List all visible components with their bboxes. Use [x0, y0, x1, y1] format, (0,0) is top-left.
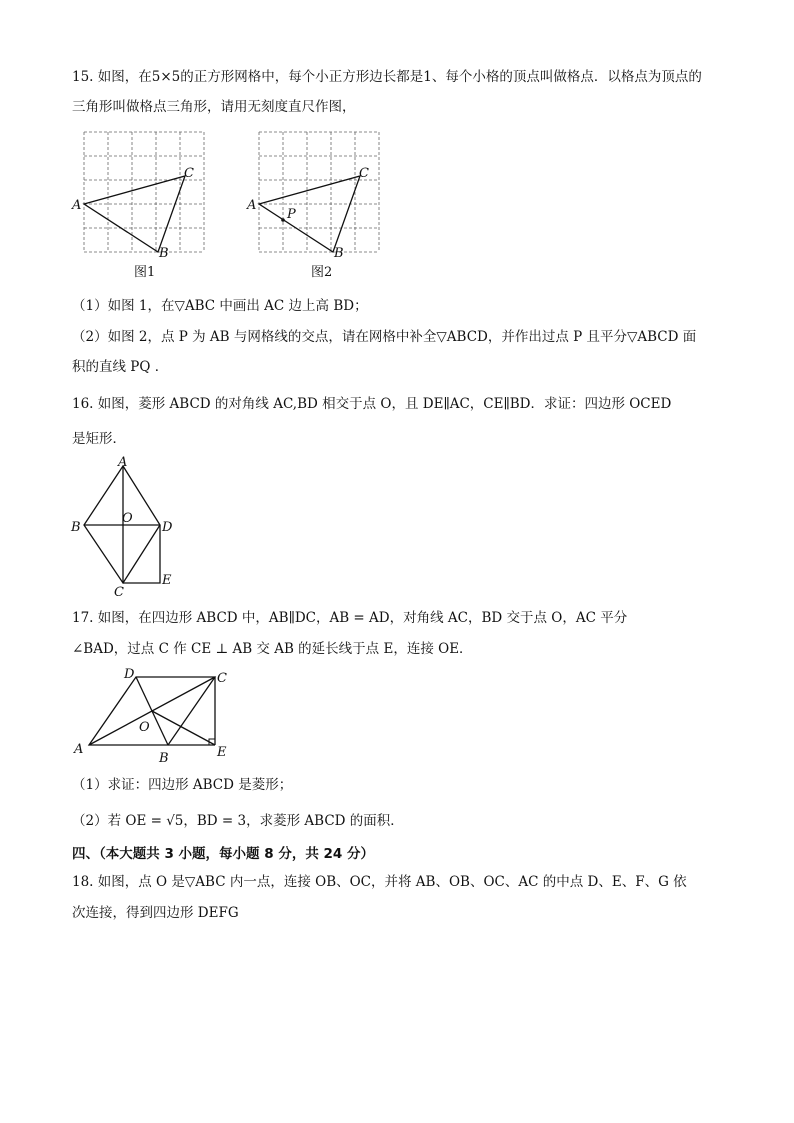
- fig1-caption: 图1: [134, 265, 156, 280]
- q16-figure: [66, 454, 196, 604]
- q15-line2: 三角形叫做格点三角形，请用无刻度直尺作图，: [72, 99, 356, 115]
- label-A: A: [118, 455, 128, 470]
- label-C: C: [359, 166, 369, 181]
- label-D: D: [124, 667, 135, 682]
- label-O: O: [122, 511, 133, 526]
- label-P: P: [287, 207, 296, 222]
- section-heading: 四、（本大题共 3 小题，每小题 8 分，共 24 分）: [72, 846, 375, 862]
- label-A: A: [74, 742, 84, 757]
- triangle-abc: [84, 176, 185, 252]
- label-B: B: [334, 246, 344, 261]
- q17-part1: （1）求证：四边形 ABCD 是菱形；: [72, 777, 293, 793]
- q15-part2-line2: 积的直线 PQ ．: [72, 359, 169, 375]
- q15-figure1: [70, 126, 220, 286]
- grid: [84, 132, 204, 252]
- q15-part1: （1）如图 1，在▽ABC 中画出 AC 边上高 BD；: [72, 298, 368, 314]
- label-C: C: [114, 585, 124, 600]
- label-B: B: [159, 246, 169, 261]
- label-O: O: [139, 720, 150, 735]
- label-D: D: [162, 520, 173, 535]
- label-B: B: [71, 520, 81, 535]
- point-P: [281, 218, 285, 222]
- q17-part2: （2）若 OE = √5，BD = 3，求菱形 ABCD 的面积．: [72, 813, 404, 829]
- q16-line2: 是矩形．: [72, 431, 126, 447]
- q16-line1: 16. 如图，菱形 ABCD 的对角线 AC,BD 相交于点 O，且 DE∥AC，CE∥BD．求证：四边形 OCED: [72, 396, 672, 412]
- label-E: E: [217, 745, 227, 760]
- label-A: A: [247, 198, 257, 213]
- q15-part2-line1: （2）如图 2，点 P 为 AB 与网格线的交点，请在网格中补全▽ABCD，并作出过点 P 且平分▽ABCD 面: [72, 329, 697, 345]
- segment-oe: [152, 711, 215, 745]
- label-C: C: [217, 671, 227, 686]
- label-A: A: [72, 198, 82, 213]
- q17-line2: ∠BAD，过点 C 作 CE ⊥ AB 交 AB 的延长线于点 E，连接 OE．: [72, 641, 473, 657]
- label-B: B: [159, 751, 169, 766]
- q18-line2: 次连接，得到四边形 DEFG: [72, 905, 239, 921]
- fig2-caption: 图2: [311, 265, 333, 280]
- label-C: C: [184, 166, 194, 181]
- q17-figure: [68, 664, 238, 768]
- q15-figure2: [245, 126, 395, 286]
- q18-line1: 18. 如图，点 O 是▽ABC 内一点，连接 OB、OC，并将 AB、OB、OC、AC 的中点 D、E、F、G 依: [72, 874, 687, 890]
- grid: [259, 132, 379, 252]
- triangle-abc: [259, 176, 360, 252]
- label-E: E: [162, 573, 172, 588]
- q15-line1: 15. 如图，在5×5的正方形网格中，每个小正方形边长都是1、每个小格的顶点叫做格点．以格点为顶点的: [72, 69, 702, 85]
- q17-line1: 17. 如图，在四边形 ABCD 中，AB∥DC，AB = AD，对角线 AC，BD 交于点 O，AC 平分: [72, 610, 628, 626]
